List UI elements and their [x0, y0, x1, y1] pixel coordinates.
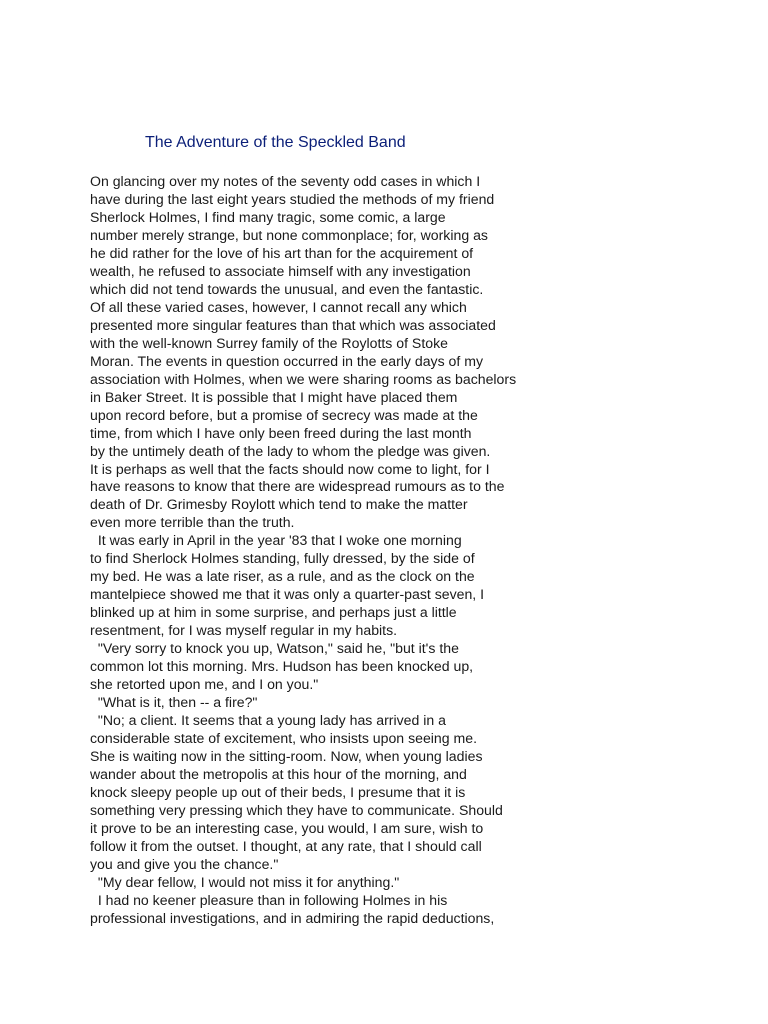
- text-line: to find Sherlock Holmes standing, fully dressed, by the side of: [90, 550, 475, 567]
- text-line: "My dear fellow, I would not miss it for anything.": [90, 873, 400, 890]
- text-line: follow it from the outset. I thought, at any rate, that I should call: [90, 837, 482, 854]
- text-line: she retorted upon me, and I on you.": [90, 676, 319, 693]
- text-line: mantelpiece showed me that it was only a quarter-past seven, I: [90, 586, 485, 603]
- text-line: wealth, he refused to associate himself with any investigation: [90, 262, 471, 279]
- text-line: common lot this morning. Mrs. Hudson has been knocked up,: [90, 658, 474, 675]
- text-line: It is perhaps as well that the facts should now come to light, for I: [90, 460, 490, 477]
- text-line: association with Holmes, when we were sharing rooms as bachelors: [90, 370, 517, 387]
- text-line: number merely strange, but none commonplace; for, working as: [90, 226, 488, 243]
- text-line: "What is it, then -- a fire?": [90, 694, 258, 711]
- text-line: Of all these varied cases, however, I cannot recall any which: [90, 298, 467, 315]
- text-line: my bed. He was a late riser, as a rule, and as the clock on the: [90, 568, 475, 585]
- text-line: something very pressing which they have to communicate. Should: [90, 801, 503, 818]
- text-line: it prove to be an interesting case, you would, I am sure, wish to: [90, 819, 484, 836]
- text-line: time, from which I have only been freed during the last month: [90, 424, 472, 441]
- text-line: by the untimely death of the lady to whom the pledge was given.: [90, 442, 491, 459]
- text-line: in Baker Street. It is possible that I might have placed them: [90, 388, 458, 405]
- text-line: "Very sorry to knock you up, Watson," said he, "but it's the: [90, 640, 459, 657]
- text-line: On glancing over my notes of the seventy odd cases in which I: [90, 173, 481, 189]
- text-line: presented more singular features than that which was associated: [90, 316, 496, 333]
- text-line: knock sleepy people up out of their beds, I presume that it is: [90, 783, 466, 800]
- text-line: upon record before, but a promise of secrecy was made at the: [90, 406, 478, 423]
- text-line: you and give you the chance.": [90, 855, 279, 872]
- text-line: It was early in April in the year '83 that I woke one morning: [90, 532, 462, 549]
- text-line: considerable state of excitement, who insists upon seeing me.: [90, 730, 478, 747]
- text-line: "No; a client. It seems that a young lady has arrived in a: [90, 712, 446, 729]
- text-line: have reasons to know that there are widespread rumours as to the: [90, 478, 505, 495]
- text-line: Sherlock Holmes, I find many tragic, some comic, a large: [90, 208, 446, 225]
- text-line: I had no keener pleasure than in following Holmes in his: [90, 891, 448, 908]
- document-title: The Adventure of the Speckled Band: [145, 134, 406, 151]
- text-line: death of Dr. Grimesby Roylott which tend to make the matter: [90, 496, 468, 513]
- text-line: resentment, for I was myself regular in my habits.: [90, 622, 398, 639]
- text-line: which did not tend towards the unusual, and even the fantastic.: [90, 280, 484, 297]
- text-line: he did rather for the love of his art than for the acquirement of: [90, 244, 474, 261]
- text-line: professional investigations, and in admiring the rapid deductions,: [90, 909, 495, 926]
- text-line: have during the last eight years studied the methods of my friend: [90, 190, 495, 207]
- text-line: wander about the metropolis at this hour of the morning, and: [90, 765, 467, 782]
- text-line: with the well-known Surrey family of the Roylotts of Stoke: [90, 334, 448, 351]
- text-line: Moran. The events in question occurred in the early days of my: [90, 352, 484, 369]
- document-body: [90, 173, 560, 928]
- text-line: blinked up at him in some surprise, and perhaps just a little: [90, 604, 457, 621]
- text-line: She is waiting now in the sitting-room. Now, when young ladies: [90, 748, 483, 764]
- text-line: even more terrible than the truth.: [90, 514, 295, 531]
